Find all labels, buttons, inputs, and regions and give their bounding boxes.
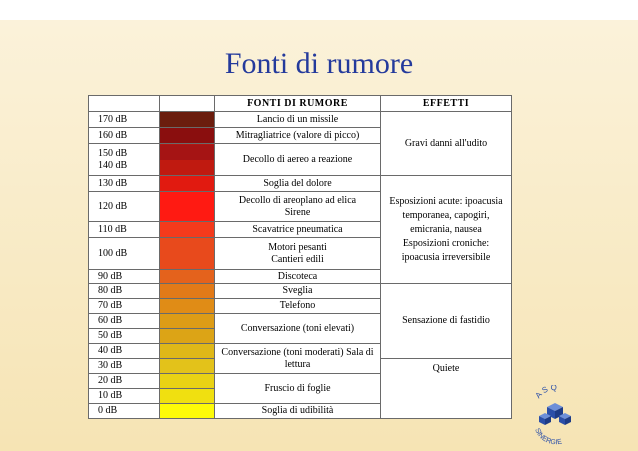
source-text: Lancio di un missile [215,112,381,128]
source-text: Soglia del dolore [215,176,381,192]
table-row [89,176,512,192]
source-text: Discoteca [215,270,381,284]
header-color [160,96,215,112]
source-text: Scavatrice pneumatica [215,222,381,238]
db-value: 30 dB [89,359,160,374]
db-value: 10 dB [89,389,160,404]
db-value: 70 dB [89,299,160,314]
source-text: Sveglia [215,284,381,299]
color-swatch [160,329,215,344]
color-swatch [160,144,215,176]
db-value: 140 dB [98,159,128,171]
effect-text: Gravi danni all'udito [381,112,512,176]
source-text: Decollo di areoplano ad elica Sirene [215,192,381,222]
db-value: 110 dB [89,222,160,238]
table-row [89,112,512,128]
db-value: 80 dB [89,284,160,299]
effect-text: Sensazione di fastidio [381,284,512,359]
db-value: 150 dB [98,147,128,159]
db-value: 90 dB [89,270,160,284]
color-swatch [160,192,215,222]
db-value: 160 dB [89,128,160,144]
effect-text: Quiete [381,359,512,419]
source-text: Mitragliatrice (valore di picco) [215,128,381,144]
color-swatch [160,359,215,374]
db-value: 0 dB [89,404,160,419]
color-swatch [160,222,215,238]
table-header-row [89,96,512,112]
effect-text: Esposizioni acute: ipoacusia temporanea, capogiri, emicrania, nausea Esposizioni croniche: ipoacusia irreversibile [381,176,512,284]
logo-text-bottom: SINERGIE [533,427,563,447]
logo-text-top: A S Q [533,385,558,401]
color-swatch [160,344,215,359]
noise-sources-table [88,95,512,419]
db-value: 50 dB [89,329,160,344]
slide-title: Fonti di rumore [224,47,414,80]
color-swatch [160,128,215,144]
db-value: 20 dB [89,374,160,389]
header-sources: FONTI DI RUMORE [215,96,381,112]
source-text: Telefono [215,299,381,314]
db-value: 100 dB [89,238,160,270]
db-value: 130 dB [89,176,160,192]
color-swatch [160,314,215,329]
color-swatch [160,112,215,128]
color-swatch [160,176,215,192]
source-text: Fruscio di foglie [215,374,381,404]
db-value: 40 dB [89,344,160,359]
source-text: Decollo di aereo a reazione [215,144,381,176]
header-effects: EFFETTI [381,96,512,112]
color-swatch [160,270,215,284]
source-text: Conversazione (toni moderati) Sala di lettura [215,344,381,374]
source-text: Soglia di udibilità [215,404,381,419]
db-value-pair [89,144,160,176]
cube-icon [539,403,571,425]
header-db [89,96,160,112]
asq-sinergie-logo [530,385,580,447]
color-swatch [160,374,215,389]
db-value: 120 dB [89,192,160,222]
color-swatch [160,404,215,419]
table-row [89,284,512,299]
color-swatch [160,284,215,299]
source-text: Motori pesanti Cantieri edili [215,238,381,270]
slide-background [0,20,638,451]
color-swatch [160,299,215,314]
db-value: 60 dB [89,314,160,329]
color-swatch [160,389,215,404]
source-text: Conversazione (toni elevati) [215,314,381,344]
db-value: 170 dB [89,112,160,128]
color-swatch [160,238,215,270]
